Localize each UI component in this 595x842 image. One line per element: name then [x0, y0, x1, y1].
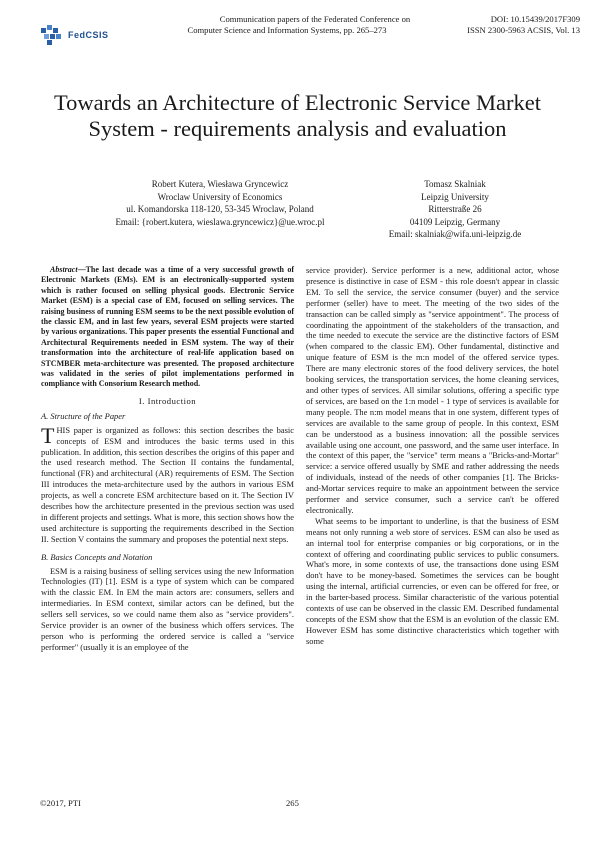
author-affiliation: Leipzig University — [421, 191, 489, 202]
header-issn: ISSN 2300-5963 ACSIS, Vol. 13 — [467, 25, 580, 35]
abstract-label: Abstract — [50, 265, 78, 274]
author-city: 04109 Leipzig, Germany — [409, 216, 501, 227]
header-doi: DOI: 10.15439/2017F309 — [490, 14, 580, 24]
paragraph-continued: service provider). Service performer is a new, additional actor, whose presence is distinctive in case of ESM - this role doesn't appear in classic EM. To sell the service, the service consumer (buyer) and the service performer (seller) have to meet. The meeting of the two sides of the transaction can be called simply as "service appointment". The process of coordinating the appointment of the stakeholders of the transaction, and the time needed to execute the service are the distinctive factors of ESM (when compared to the classic EM). Other fundamental, distinctive and unique feature of ESM is the m:n model of the offered service types. There are many electronic stores of the food delivery services, the hotel booking services, the transportation services, the home cleaning services, and other types of services. All similar solutions, offering a specific type of services, are based on the 1:n model - 1 type of services is available for many people. The n:m model means that in one system, different types of services are available to the same group of people. In this context, ESM can be understood as a business innovation: all the possible services available using one account, one password, and the same user interface. In the context of this paper, the "service" term means a "Bricks-and-Mortar" service: a service offered usually by SME and rather addressing the needs of individuals, instead of the needs of other companies [1]. The Bricks-and-Mortar services require to make an appointment between the service performer and service consumer, such a service can't be offered electronically. — [306, 265, 559, 515]
running-header-right — [440, 14, 580, 36]
header-line-2: Computer Science and Information Systems, pp. 265–273 — [187, 25, 387, 35]
author-email: Email: {robert.kutera, wieslawa.gryncewicz}@ue.wroc.pl — [115, 216, 325, 227]
paragraph-business: What seems to be important to underline, is that the business of ESM means not only running a web store of services. ESM can also be used as an internal tool for enterprise companies or big corporations, or in the context of offering and coordinating public services to public consumers. What's more, in some contexts of use, the transactions done using ESM don't have to be money-based. Sometimes the services can be bought using the internal, artificial currencies, or even can be offered for free, or in the barter-based process. Similar characteristic of the various potential contexts of use can be observed in the classic EM. Described fundamental concepts of the ESM show that the ESM is an evolution of the classic EM. However ESM has some distinctive characteristics which together with some — [306, 515, 559, 646]
paragraph-structure-text: HIS paper is organized as follows: this section describes the basic concepts of ESM and introduces the basic terms used in this publication. In addition, this section describes the origins of this paper and the used research method. The Section II contains the fundamental, functional (FR) and architectural (AR) requirements of ESM. The Section III introduces the meta-architecture used by the authors in various ESM projects, as well a concrete ESM architecture based on it. The Section IV describes how the architecture presented in the previous section was used in different projects and settings. What is more, this section shows how the used architecture is supporting the requirements described in the Section II. Section V contains the summary and proposes the potential next steps. — [41, 424, 294, 544]
header-line-1: Communication papers of the Federated Conference on — [219, 14, 411, 24]
footer-page-number: 265 — [286, 798, 299, 808]
paragraph-structure — [41, 422, 294, 545]
section-heading: I. Introduction — [138, 395, 197, 406]
author-names: Tomasz Skalniak — [424, 179, 486, 189]
paragraph-basics: ESM is a raising business of selling services using the new Information Technologies (IT) [1]. ESM is a type of system which can be compared with the classic EM. In EM the main actors are: consumers, sellers and intermediaries. In ESM context, similar actors can be defined, but the sellers sell services, so we could name them also as "service providers". Service provider is an owner of the business which offers services. The person who is performing the ordered service is called a "service performer" (usually it is an employee of the — [41, 565, 294, 652]
author-address: ul. Komandorska 118-120, 53-345 Wroclaw, Poland — [126, 204, 314, 214]
right-column — [306, 265, 559, 647]
author-block-right — [305, 178, 595, 241]
logo-text: FedCSIS — [68, 30, 109, 40]
paper-title: Towards an Architecture of Electronic Service Market System - requirements analysis and evaluation — [54, 90, 541, 141]
footer-copyright: ©2017, PTI — [40, 798, 81, 808]
author-street: Ritterstraße 26 — [428, 204, 482, 214]
author-affiliation: Wroclaw University of Economics — [157, 191, 283, 202]
running-header-left — [187, 14, 440, 36]
drop-cap: T — [41, 422, 55, 448]
subsection-heading-b: B. Basics Concepts and Notation — [41, 551, 153, 562]
abstract — [41, 265, 294, 390]
author-names: Robert Kutera, Wiesława Gryncewicz — [151, 179, 289, 189]
subsection-heading-a: A. Structure of the Paper — [41, 410, 126, 421]
left-column — [41, 265, 294, 653]
abstract-text: —The last decade was a time of a very successful growth of Electronic Markets (EMs). EM is an electronically-supported system which is rather focused on selling physical goods. Electronic Service Market (ESM) is a special case of EM, focused on selling services. The raising business of running ESM seems to be the next possible evolution of the classic EM, and in last few years, several ESM projects were started by various organizations. This paper presents the essential Functional and Architectural Requirements needed in ESM system. The way of their transformation into the architecture of real-life application based on STCMBER meta-architecture was presented. The proposed architecture was validated in the series of pilot implementations performed in compliance with Consorium Research method. — [41, 265, 294, 389]
conference-logo-icon — [40, 22, 66, 46]
author-email: Email: skalniak@wifa.uni-leipzig.de — [388, 229, 522, 239]
